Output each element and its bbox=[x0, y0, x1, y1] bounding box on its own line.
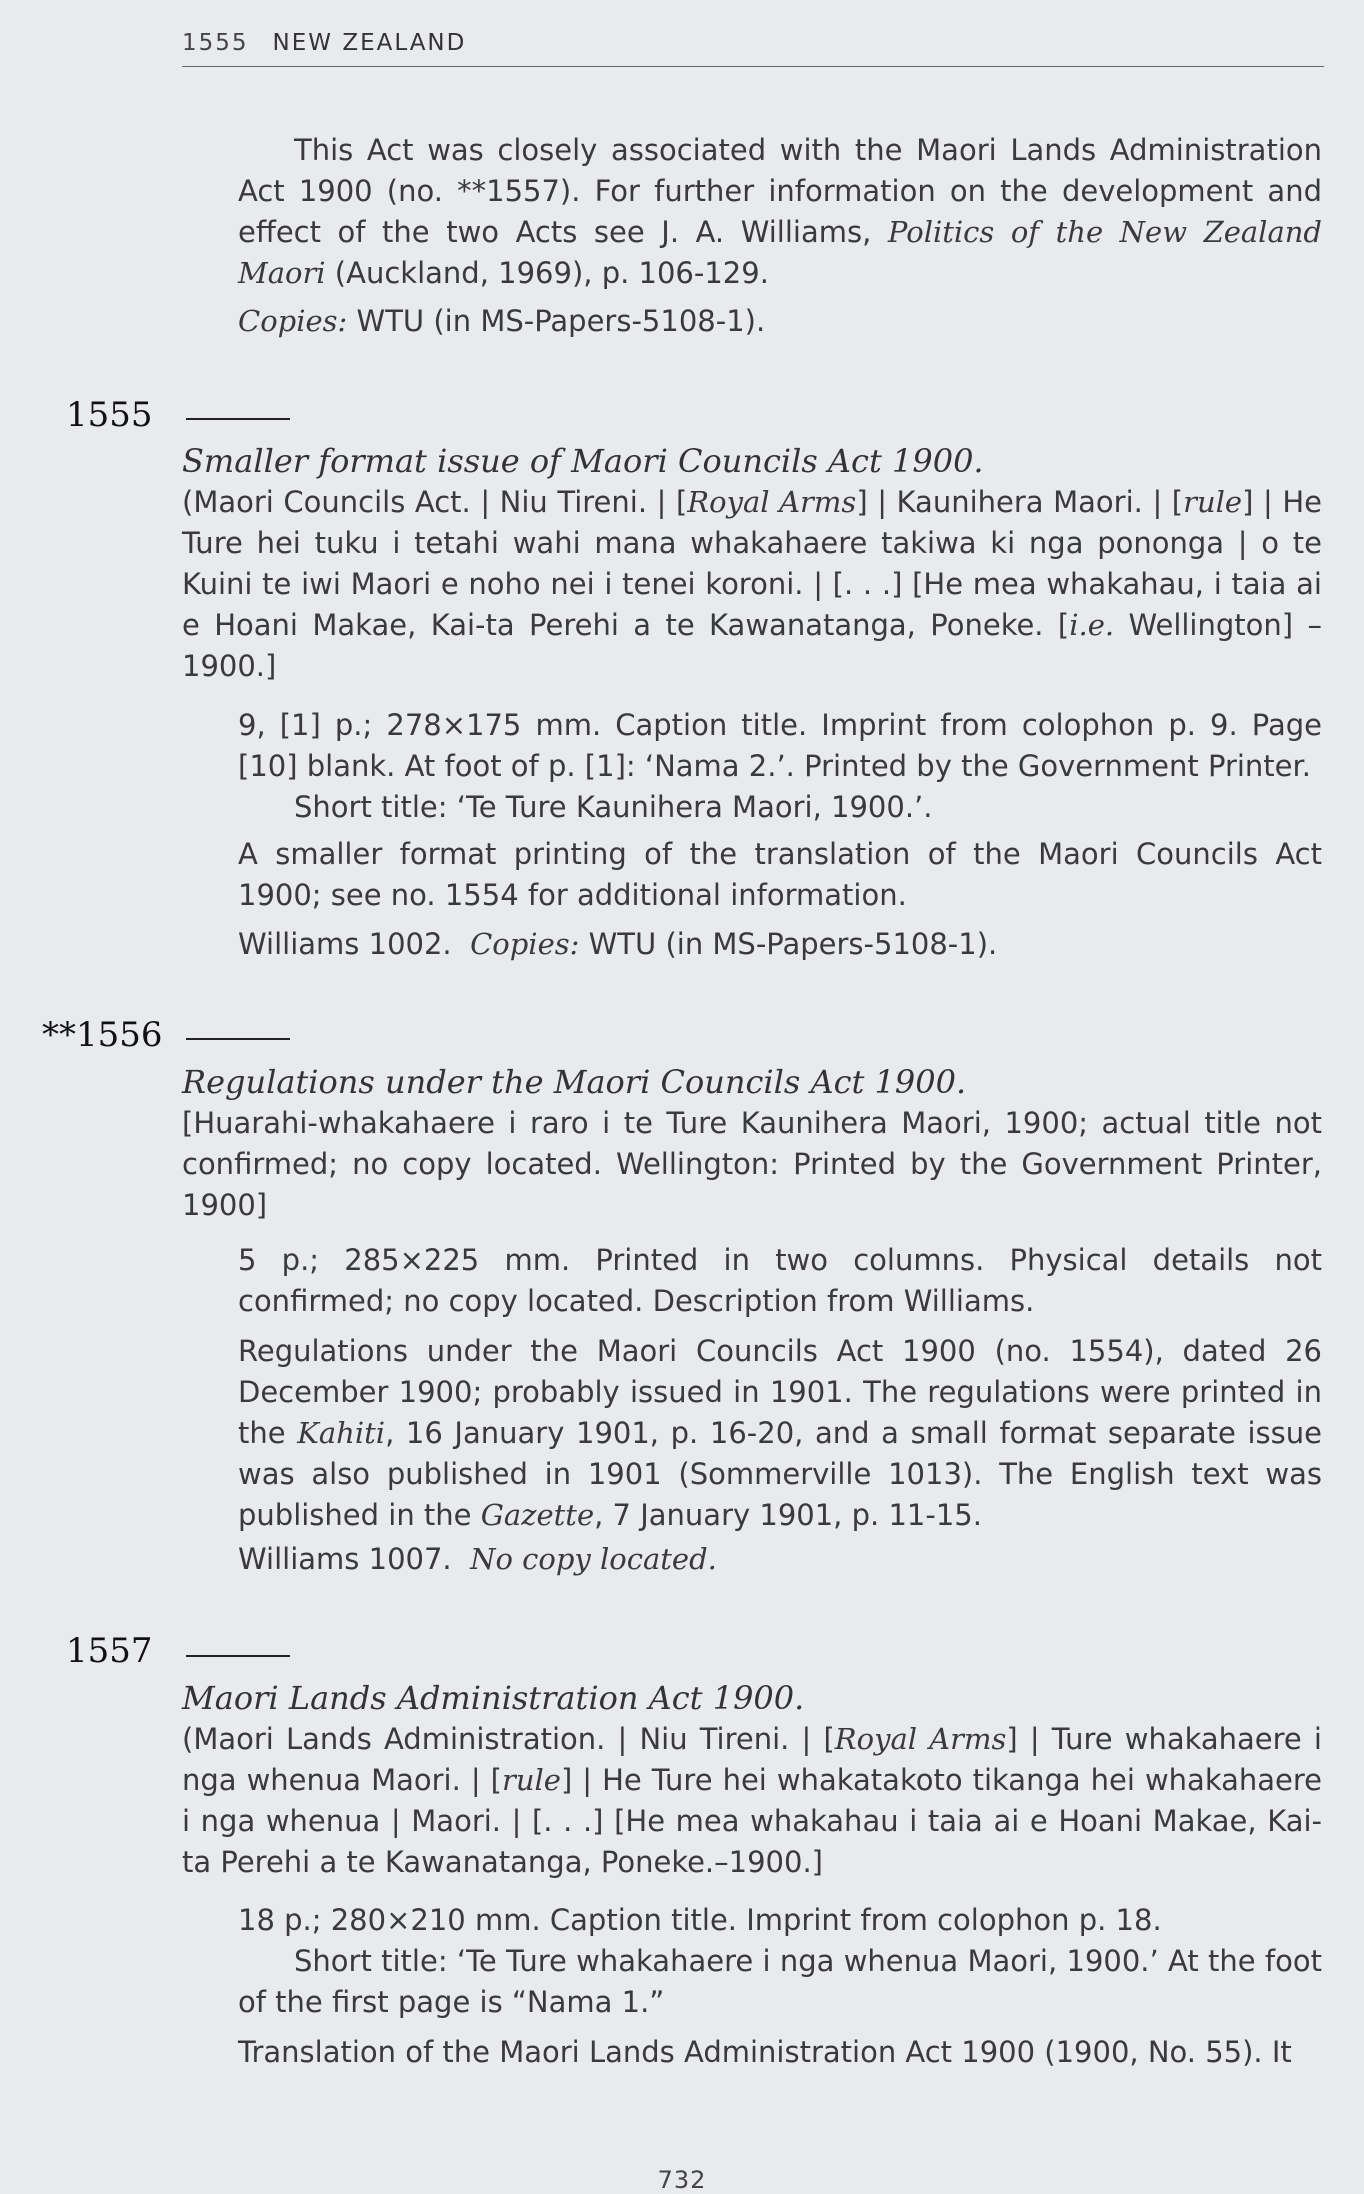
running-head bbox=[182, 30, 466, 56]
entry-1556-transcription: [Huarahi-whakahaere i raro i te Ture Kaunihera Maori, 1900; actual title not confirmed; no copy located. Wellington: Printed by the Government Printer, 1900] bbox=[182, 1106, 1322, 1222]
entry-1555-refs: Williams 1002. Copies: WTU (in MS-Papers-5108-1). bbox=[238, 927, 998, 961]
page-folio: 732 bbox=[657, 2166, 707, 2194]
entry-dash-1556 bbox=[186, 1038, 290, 1040]
running-head-page: 1555 bbox=[182, 30, 249, 56]
header-rule bbox=[182, 66, 1324, 67]
entry-number-1556: **1556 bbox=[42, 1015, 163, 1055]
entry-1555-title: Smaller format issue of Maori Councils Act 1900. bbox=[182, 442, 984, 480]
entry-1556-body bbox=[182, 1062, 1322, 1226]
entry-1557-note: Translation of the Maori Lands Administration Act 1900 (1900, No. 55). It bbox=[238, 2035, 1292, 2069]
intro-text: This Act was closely associated with the Maori Lands Administration Act 1900 (no. **1557). For further information on the development and effect of the two Acts see J. A. Williams, Politics of the New Zealand Maori (Auckland, 1969), p. 106-129. bbox=[238, 133, 1322, 290]
entry-1557-transcription: (Maori Lands Administration. | Niu Tireni. | [Royal Arms] | Ture whakahaere i nga whenua Maori. | [rule] | He Ture hei whakatakoto tikanga hei whakahaere i nga whenua | Maori. | [. . .] [He mea whakahau i taia ai e Hoani Makae, Kai-ta Perehi a te Kawanatanga, Poneke.–1900.] bbox=[182, 1722, 1322, 1879]
entry-1556-note: Regulations under the Maori Councils Act 1900 (no. 1554), dated 26 December 1900; probably issued in 1901. The regulations were printed in the Kahiti, 16 January 1901, p. 16-20, and a small format separate issue was also published in 1901 (Sommerville 1013). The English text was published in the Gazette, 7 January 1901, p. 11-15. bbox=[238, 1334, 1322, 1532]
entry-1557-body bbox=[182, 1678, 1322, 1883]
entry-1555-body bbox=[182, 441, 1322, 687]
entry-1557-short-title: Short title: ‘Te Ture whakahaere i nga whenua Maori, 1900.’ At the foot of the first page is “Nama 1.” bbox=[238, 1944, 1322, 2019]
entry-1555-physical: 9, [1] p.; 278×175 mm. Caption title. Imprint from colophon p. 9. Page [10] blank. At foot of p. [1]: ‘Nama 2.’. Printed by the Government Printer. Short title: ‘Te Ture Kaunihera Maori, 1900.’. bbox=[238, 705, 1322, 828]
entry-1555-transcription: (Maori Councils Act. | Niu Tireni. | [Royal Arms] | Kaunihera Maori. | [rule] | He Ture hei tuku i tetahi wahi mana whakahaere takiwa ki nga pononga | o te Kuini te iwi Maori e noho nei i tenei koroni. | [. . .] [He mea whakahau, i taia ai e Hoani Makae, Kai-ta Perehi a te Kawanatanga, Poneke. [i.e. Wellington] –1900.] bbox=[182, 485, 1322, 683]
entry-1555-note: A smaller format printing of the translation of the Maori Councils Act 1900; see no. 1554 for additional information. bbox=[238, 837, 1322, 912]
entry-dash-1557 bbox=[186, 1655, 290, 1657]
intro-copies: Copies: WTU (in MS-Papers-5108-1). bbox=[238, 304, 766, 338]
entry-number-1555: 1555 bbox=[66, 395, 153, 435]
entry-1556-refs: Williams 1007. No copy located. bbox=[238, 1542, 717, 1576]
entry-number-1557: 1557 bbox=[66, 1631, 153, 1671]
intro-paragraph bbox=[238, 130, 1322, 294]
entry-dash-1555 bbox=[186, 418, 290, 420]
running-head-title: NEW ZEALAND bbox=[272, 30, 467, 56]
entry-1557-title: Maori Lands Administration Act 1900. bbox=[182, 1679, 805, 1717]
entry-1556-physical: 5 p.; 285×225 mm. Printed in two columns. Physical details not confirmed; no copy located. Description from Williams. bbox=[238, 1243, 1322, 1318]
entry-1557-physical: 18 p.; 280×210 mm. Caption title. Imprint from colophon p. 18. Short title: ‘Te Ture whakahaere i nga whenua Maori, 1900.’ At the foot of the first page is “Nama 1.” bbox=[238, 1900, 1322, 2023]
entry-1556-title: Regulations under the Maori Councils Act 1900. bbox=[182, 1063, 967, 1101]
entry-1555-short-title: Short title: ‘Te Ture Kaunihera Maori, 1900.’. bbox=[294, 790, 933, 824]
